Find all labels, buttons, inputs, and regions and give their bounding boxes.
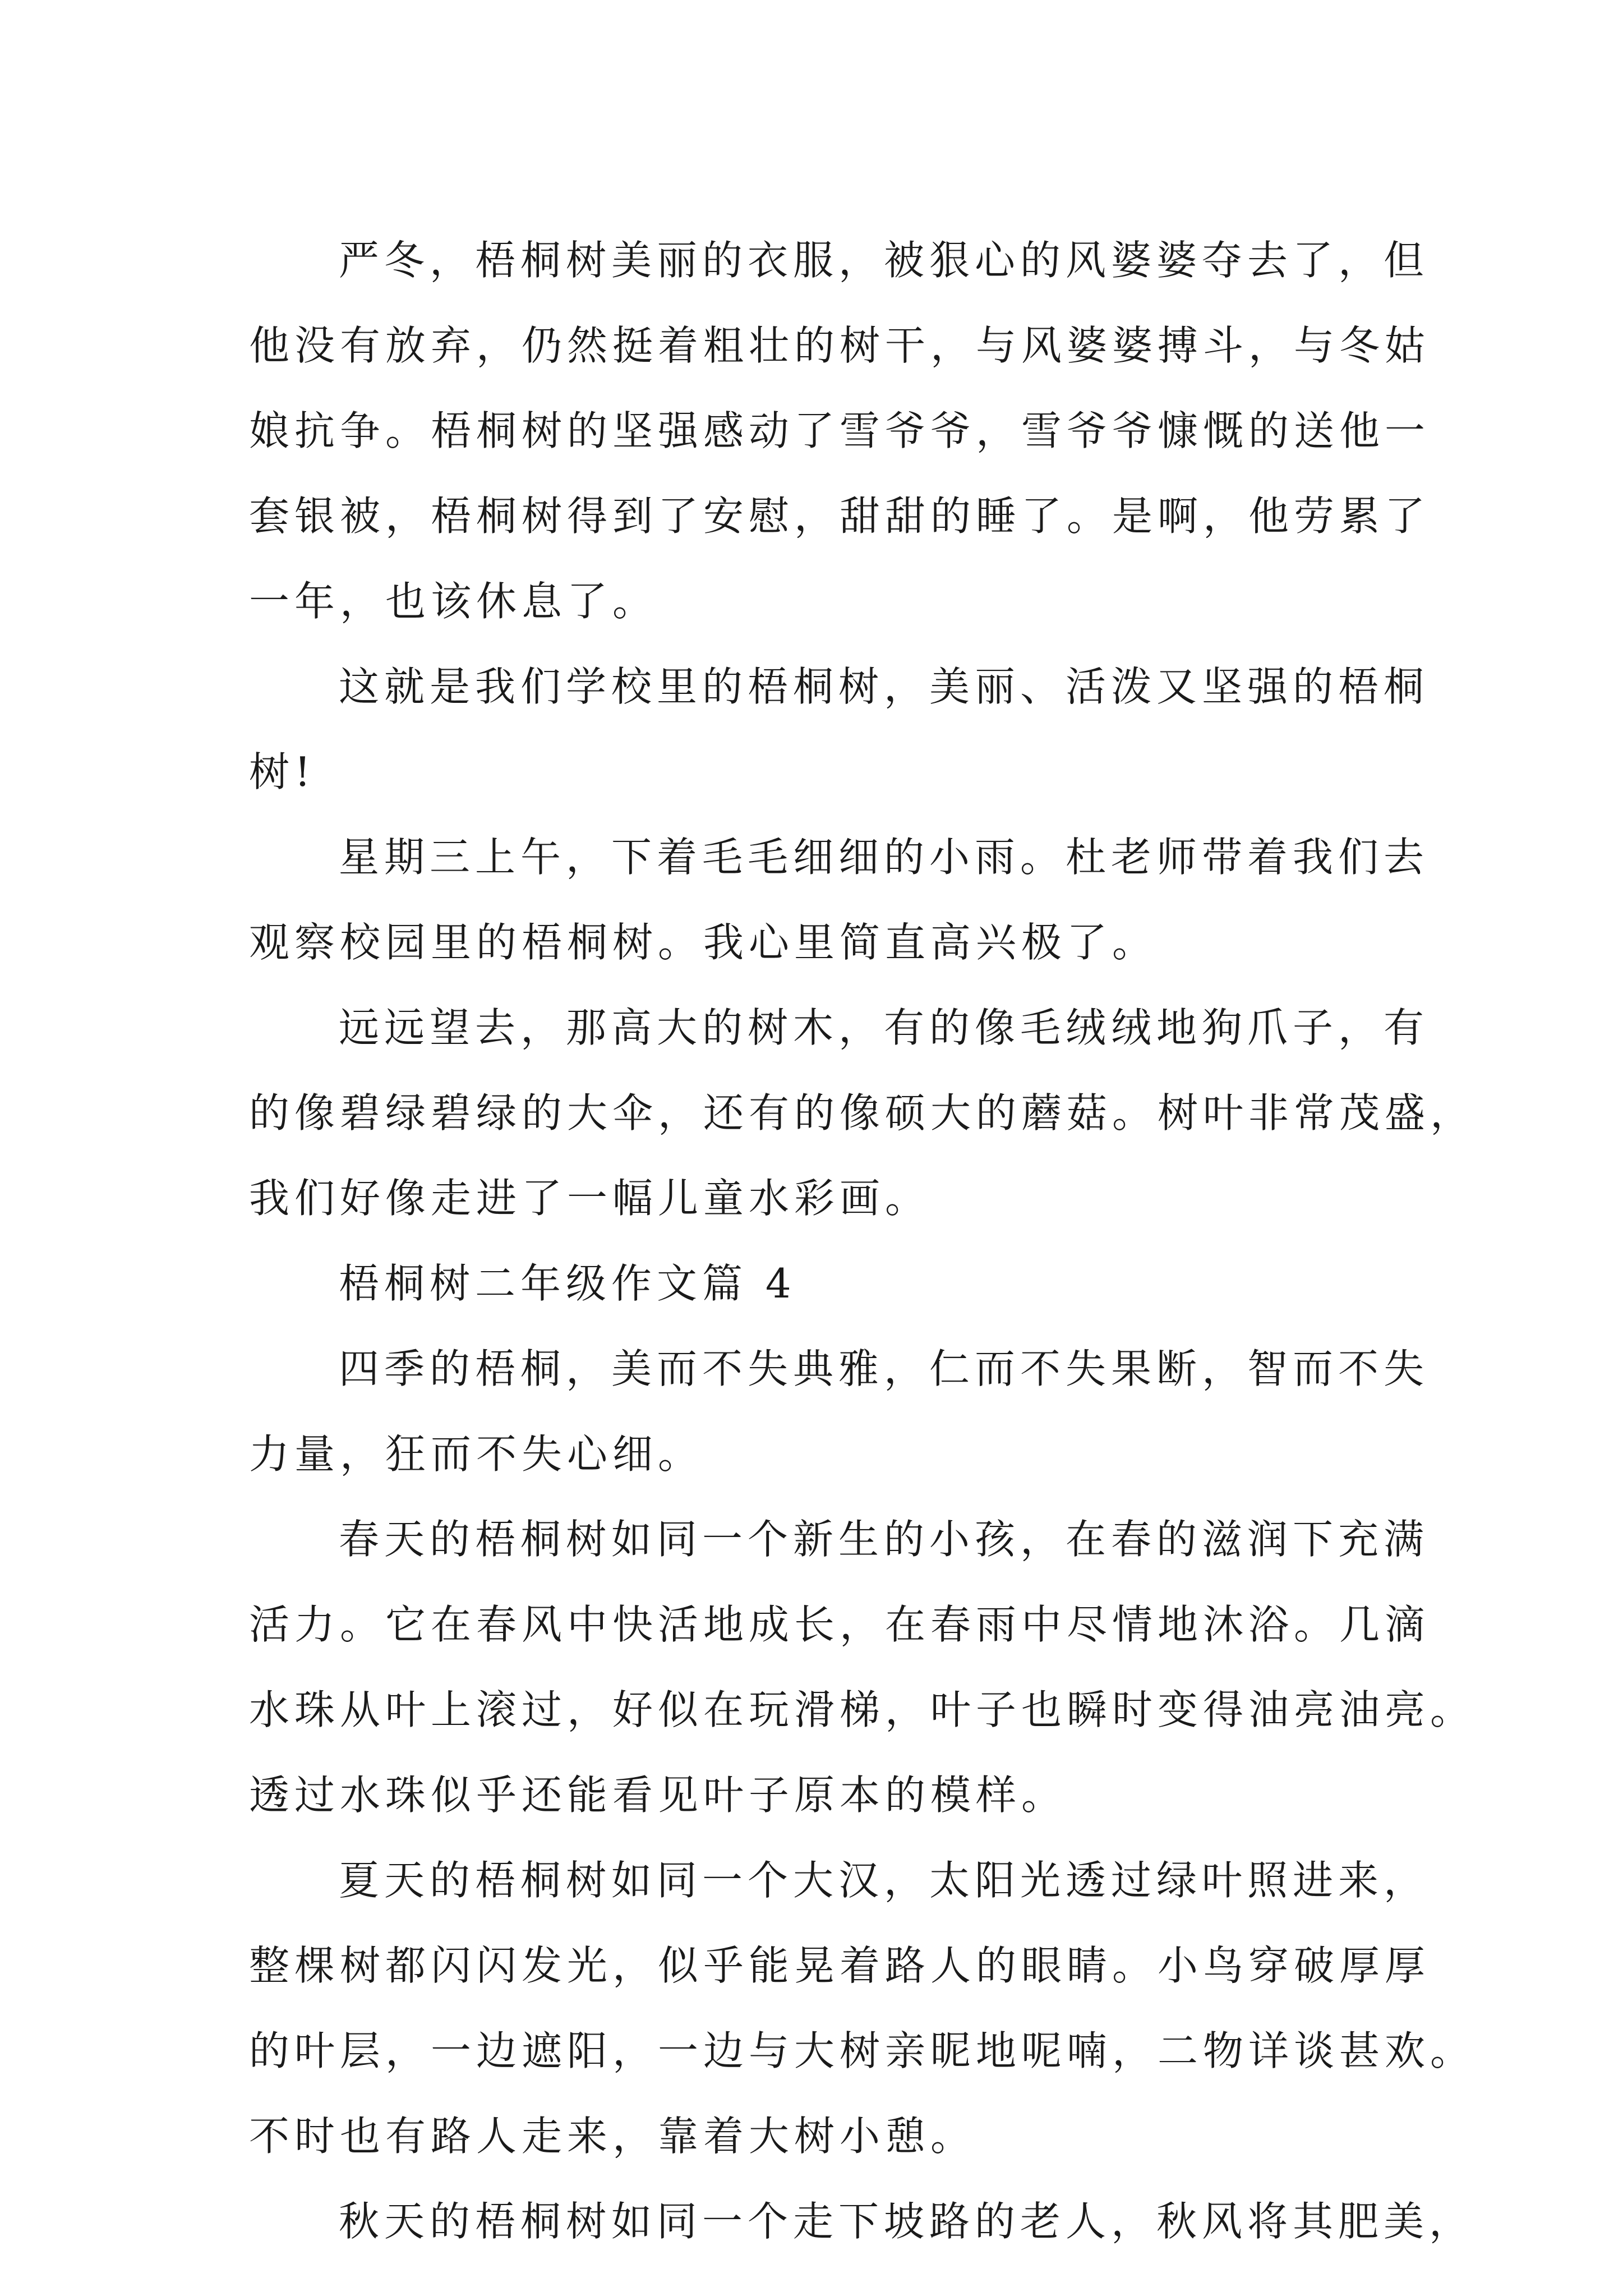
- paragraph-line: 力量，狂而不失心细。: [249, 1430, 704, 1478]
- paragraph-line: 树!: [249, 748, 316, 795]
- section-heading: [249, 1241, 1393, 1326]
- paragraph: [249, 1838, 1476, 2179]
- paragraph-line: 娘抗争。梧桐树的坚强感动了雪爷爷，雪爷爷慷慨的送他一: [249, 407, 1431, 454]
- paragraph-line: 不时也有路人走来，靠着大树小憩。: [249, 2113, 976, 2160]
- paragraph-line: 远远望去，那高大的树木，有的像毛绒绒地狗爪子，有: [339, 1004, 1430, 1051]
- paragraph-line: 整棵树都闪闪发光，似乎能晃着路人的眼睛。小鸟穿破厚厚: [249, 1942, 1431, 1989]
- paragraph-line: 水珠从叶上滚过，好似在玩滑梯，叶子也瞬时变得油亮油亮。: [249, 1686, 1476, 1733]
- document-body: [249, 218, 1476, 2264]
- paragraph: [249, 985, 1476, 1241]
- paragraph-line: 套银被，梧桐树得到了安慰，甜甜的睡了。是啊，他劳累了: [249, 493, 1431, 540]
- paragraph: [249, 815, 1430, 985]
- paragraph-line: 透过水珠似乎还能看见叶子原本的模样。: [249, 1772, 1067, 1819]
- section-heading-text: 梧桐树二年级作文篇 4: [339, 1260, 796, 1307]
- paragraph-line: 我们好像走进了一幅儿童水彩画。: [249, 1175, 931, 1222]
- paragraph-line: 观察校园里的梧桐树。我心里简直高兴极了。: [249, 919, 1158, 966]
- paragraph-line: 春天的梧桐树如同一个新生的小孩，在春的滋润下充满: [339, 1516, 1430, 1563]
- paragraph-line: 秋天的梧桐树如同一个走下坡路的老人，秋风将其肥美，: [339, 2198, 1475, 2245]
- paragraph-line: 一年，也该休息了。: [249, 578, 658, 625]
- paragraph-line: 他没有放弃，仍然挺着粗壮的树干，与风婆婆搏斗，与冬姑: [249, 322, 1431, 369]
- paragraph-line: 这就是我们学校里的梧桐树，美丽、活泼又坚强的梧桐: [339, 663, 1430, 710]
- paragraph-line: 的叶层，一边遮阳，一边与大树亲昵地呢喃，二物详谈甚欢。: [249, 2027, 1476, 2074]
- paragraph-line: 四季的梧桐，美而不失典雅，仁而不失果断，智而不失: [339, 1345, 1430, 1392]
- paragraph-line: 星期三上午，下着毛毛细细的小雨。杜老师带着我们去: [339, 834, 1430, 881]
- paragraph: [249, 1497, 1476, 1838]
- paragraph: [249, 218, 1431, 644]
- paragraph-line: 活力。它在春风中快活地成长，在春雨中尽情地沐浴。几滴: [249, 1601, 1431, 1648]
- paragraph: [249, 2179, 1475, 2264]
- paragraph: [249, 1326, 1430, 1497]
- paragraph-line: 的像碧绿碧绿的大伞，还有的像硕大的蘑菇。树叶非常茂盛，: [249, 1089, 1476, 1137]
- paragraph: [249, 644, 1430, 815]
- paragraph-line: 夏天的梧桐树如同一个大汉，太阳光透过绿叶照进来，: [339, 1857, 1430, 1904]
- paragraph-line: 严冬，梧桐树美丽的衣服，被狠心的风婆婆夺去了，但: [339, 237, 1430, 284]
